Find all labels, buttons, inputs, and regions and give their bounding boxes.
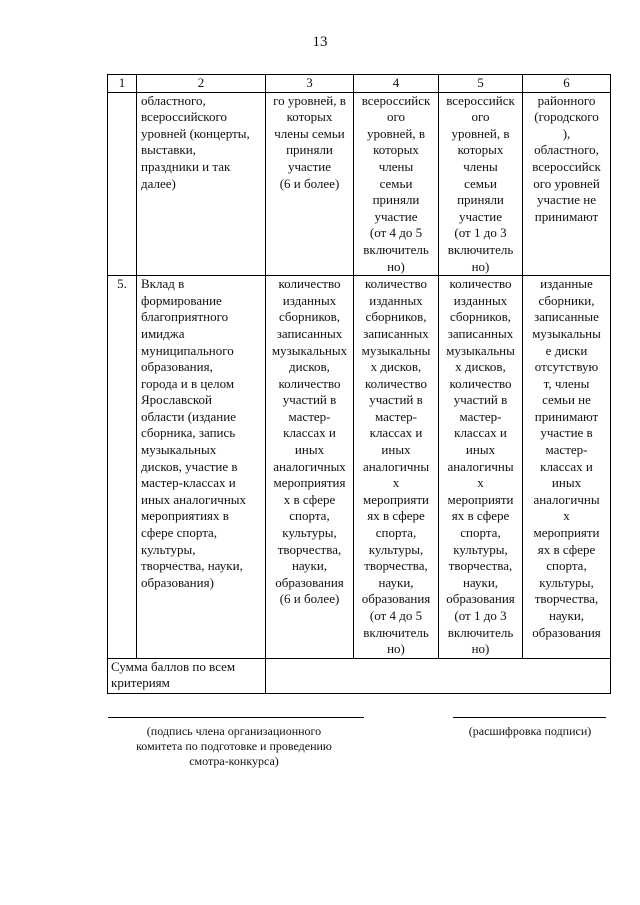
table-row-continuation — [108, 92, 611, 276]
header-cell-3: 3 — [266, 75, 354, 93]
row5-cell-number: 5. — [108, 276, 137, 659]
row5-cell-score-5: количество изданных сборников, записанных музыкальны х дисков, количество участий в мастер- классах и иных аналогичны х мероприяти ях в сфере спорта, культуры, творчества, науки, образования (от 1 до 3 включитель но) — [439, 276, 523, 659]
table-row-criterion-5 — [108, 276, 611, 659]
table-row-total — [108, 658, 611, 693]
cont-cell-score-4: всероссийск ого уровней, в которых члены семьи приняли участие (от 4 до 5 включитель но) — [354, 92, 439, 276]
row5-cell-score-6: изданные сборники, записанные музыкальны е диски отсутствую т, члены семьи не принимают участие в мастер- классах и иных аналогичны х мероприяти ях в сфере спорта, культуры, творчества, науки, образования — [523, 276, 611, 659]
signature-decoding-line — [453, 717, 606, 718]
signature-decoding-caption: (расшифровка подписи) — [468, 724, 592, 738]
cont-cell-score-5: всероссийск ого уровней, в которых члены семьи приняли участие (от 1 до 3 включитель но) — [439, 92, 523, 276]
row5-cell-score-4: количество изданных сборников, записанных музыкальны х дисков, количество участий в мастер- классах и иных аналогичны х мероприяти ях в сфере спорта, культуры, творчества, науки, образования (от 4 до 5 включитель но) — [354, 276, 439, 659]
header-cell-2: 2 — [137, 75, 266, 93]
header-cell-5: 5 — [439, 75, 523, 93]
header-cell-6: 6 — [523, 75, 611, 93]
cont-cell-score-3: го уровней, в которых члены семьи приняли участие (6 и более) — [266, 92, 354, 276]
total-value — [266, 658, 611, 693]
row5-cell-score-3: количество изданных сборников, записанных музыкальных дисков, количество участий в мастер- классах и иных аналогичных мероприятия х в сфере спорта, культуры, творчества, науки, образования (6 и более) — [266, 276, 354, 659]
total-label: Сумма баллов по всем критериям — [108, 658, 266, 693]
page-number: 13 — [312, 34, 328, 50]
row5-cell-criterion: Вклад в формирование благоприятного имиджа муниципального образования, города и в целом Ярославской области (издание сборника, запись музыкальных дисков, участие в мастер-классах и иных аналогичных мероприятиях в сфере спорта, культуры, творчества, науки, образования) — [137, 276, 266, 659]
table-header-row — [108, 75, 611, 93]
cont-cell-criterion: областного, всероссийского уровней (концерты, выставки, праздники и так далее) — [137, 92, 266, 276]
header-cell-4: 4 — [354, 75, 439, 93]
cont-cell-number — [108, 92, 137, 276]
cont-cell-score-6: районного (городского ), областного, всероссийск ого уровней участие не принимают — [523, 92, 611, 276]
signature-caption: (подпись члена организационного комитета по подготовке и проведению смотра-конкурса) — [136, 724, 332, 768]
header-cell-1: 1 — [108, 75, 137, 93]
signature-line — [108, 717, 364, 718]
criteria-table — [107, 74, 611, 694]
